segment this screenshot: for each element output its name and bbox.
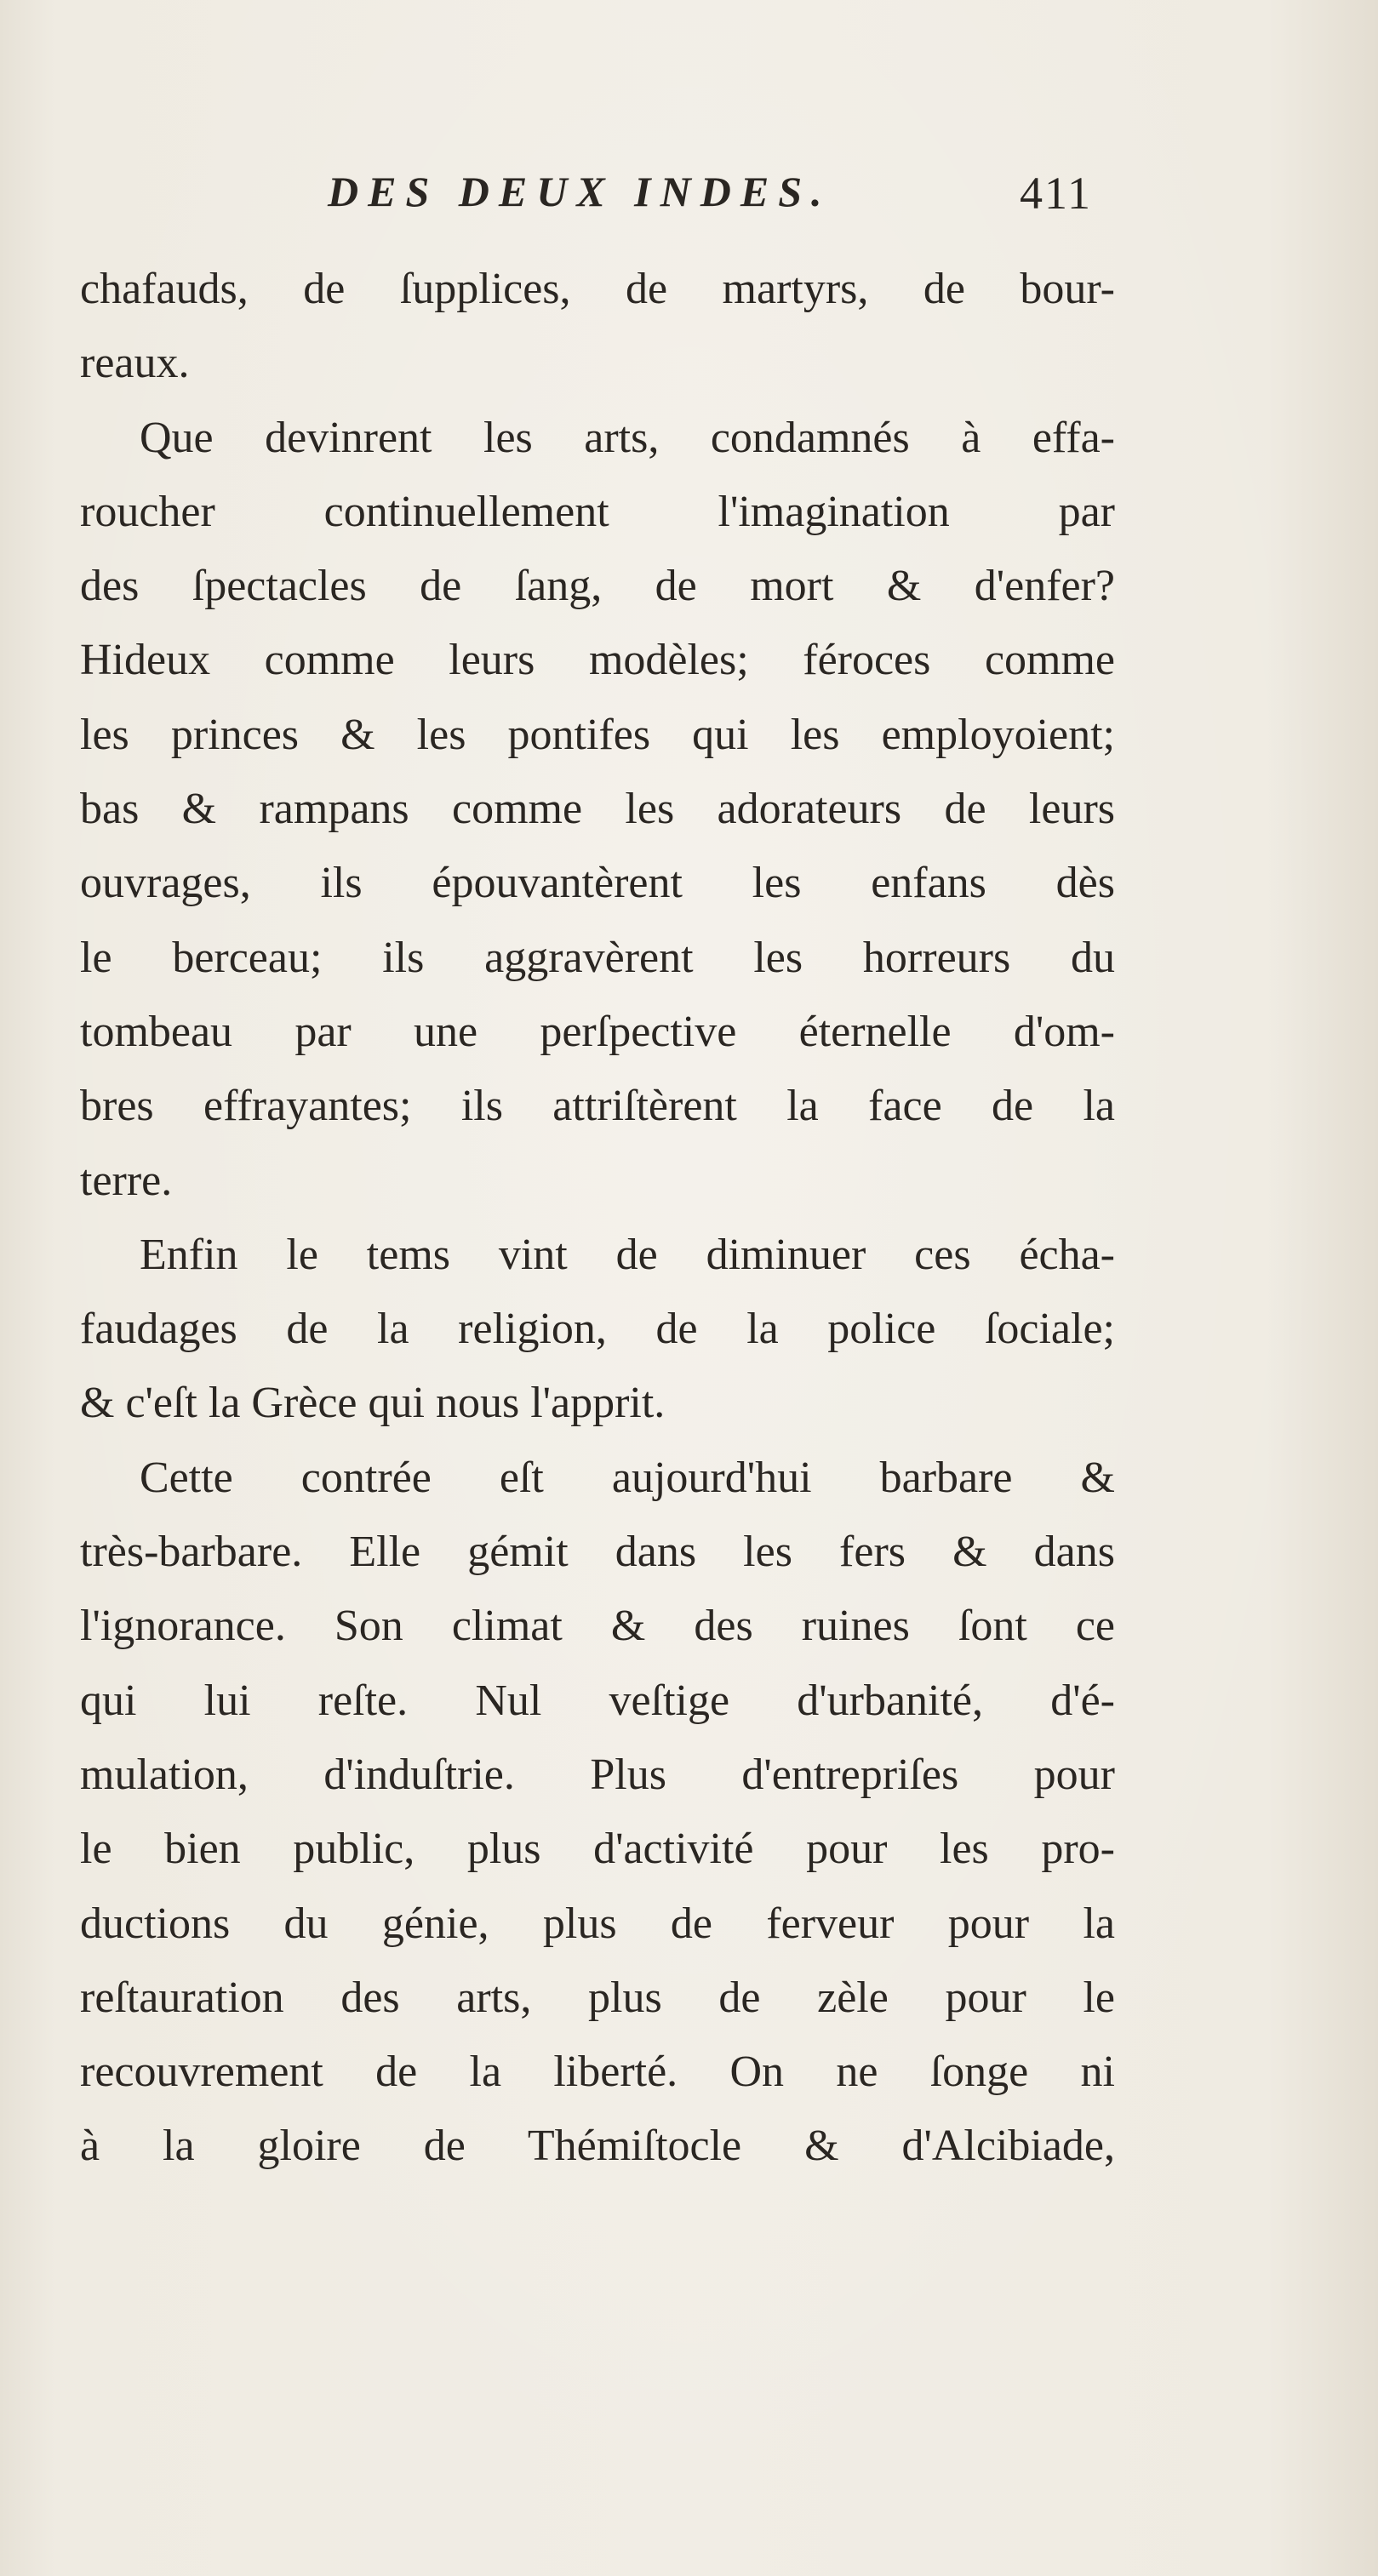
text-line: mulation, d'induſtrie. Plus d'entrepriſes pour xyxy=(80,1750,1115,1799)
body-text xyxy=(80,252,1115,2184)
text-line: bas & rampans comme les adorateurs de leurs xyxy=(80,785,1115,834)
text-line: à la gloire de Thémiſtocle & d'Alcibiade, xyxy=(80,2122,1115,2171)
text-line: roucher continuellement l'imagination par xyxy=(80,487,1115,536)
text-line: l'ignorance. Son climat & des ruines ſont ce xyxy=(80,1602,1115,1651)
text-line: & c'eſt la Grèce qui nous l'apprit. xyxy=(80,1379,666,1428)
text-line: faudages de la religion, de la police ſociale; xyxy=(80,1305,1115,1354)
text-line: très-barbare. Elle gémit dans les fers & dans xyxy=(80,1528,1115,1577)
page-number: 411 xyxy=(1020,168,1092,219)
text-line: bres effrayantes; ils attriſtèrent la face de la xyxy=(80,1082,1115,1131)
text-line: Hideux comme leurs modèles; féroces comme xyxy=(80,636,1115,685)
text-line: qui lui reſte. Nul veſtige d'urbanité, d'é- xyxy=(80,1676,1115,1725)
text-line: ouvrages, ils épouvantèrent les enfans dès xyxy=(80,859,1115,908)
text-line: recouvrement de la liberté. On ne ſonge ni xyxy=(80,2048,1115,2097)
text-line: tombeau par une perſpective éternelle d'om- xyxy=(80,1007,1115,1056)
text-line: ductions du génie, plus de ferveur pour la xyxy=(80,1899,1115,1948)
text-line: reſtauration des arts, plus de zèle pour le xyxy=(80,1973,1115,2022)
text-line: reaux. xyxy=(80,339,190,388)
text-line: les princes & les pontifes qui les employoient; xyxy=(80,710,1115,759)
paragraph-first-line: Enfin le tems vint de diminuer ces écha- xyxy=(140,1230,1115,1279)
text-line: le bien public, plus d'activité pour les pro- xyxy=(80,1825,1115,1874)
text-line: le berceau; ils aggravèrent les horreurs du xyxy=(80,933,1115,982)
paragraph-first-line: Cette contrée eſt aujourd'hui barbare & xyxy=(140,1453,1115,1502)
running-head xyxy=(0,167,1378,226)
text-line: terre. xyxy=(80,1156,173,1205)
text-line: des ſpectacles de ſang, de mort & d'enfer? xyxy=(80,562,1115,611)
paragraph-first-line: Que devinrent les arts, condamnés à effa- xyxy=(140,413,1115,462)
text-line: chafauds, de ſupplices, de martyrs, de bour- xyxy=(80,265,1115,313)
running-title: DES DEUX INDES. xyxy=(328,168,832,215)
